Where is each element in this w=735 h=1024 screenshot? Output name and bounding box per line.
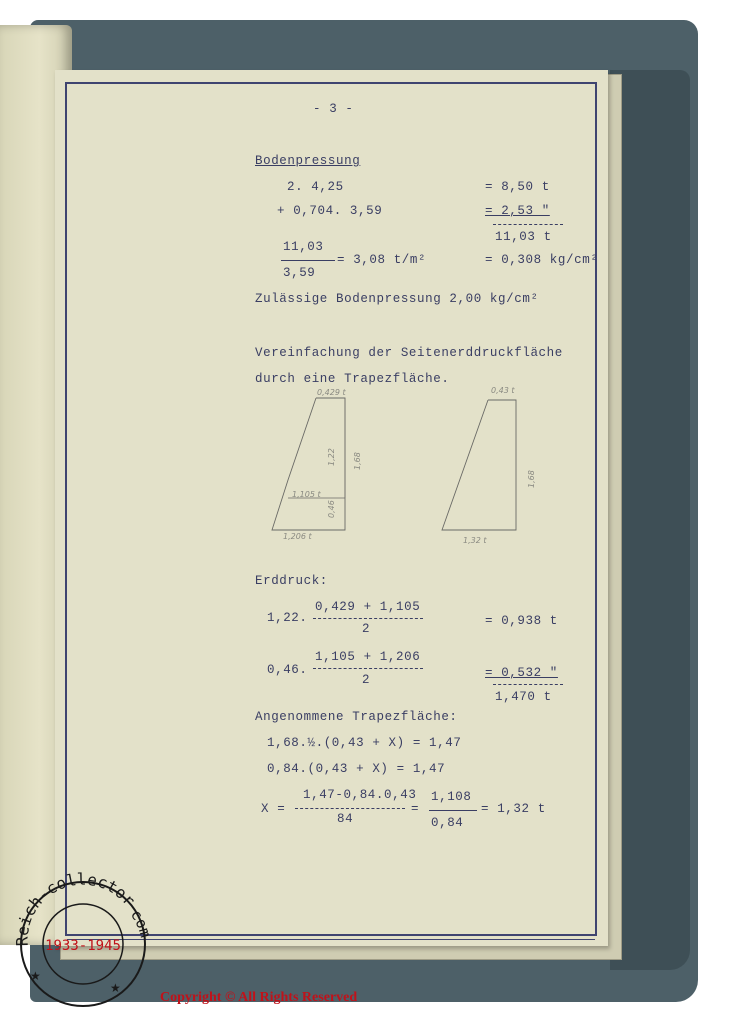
sketch-left-upper-side-label: 1,22	[327, 448, 336, 466]
folder-edge	[610, 70, 690, 970]
calc-line-2-left: + 0,704. 3,59	[277, 204, 383, 218]
watermark-stamp	[8, 864, 158, 1014]
stamp-side-text: com	[126, 906, 155, 940]
fraction-numerator: 11,03	[283, 240, 324, 254]
simplification-line-2: durch eine Trapezfläche.	[255, 372, 450, 386]
stamp-star-left-icon: ★	[30, 969, 41, 983]
erddruck-row2-denominator: 2	[362, 673, 371, 687]
heading-angenommene-trapezflaeche: Angenommene Trapezfläche:	[255, 710, 458, 724]
x-numerator: 1,47-0,84.0,43	[303, 788, 417, 802]
fraction-result: = 3,08 t/m²	[337, 253, 427, 267]
sketch-left-bottom-label: 1,206 t	[283, 532, 312, 541]
x-denominator: 84	[337, 812, 354, 826]
sketch-left-top-label: 0,429 t	[317, 388, 346, 397]
stamp-graphic	[8, 864, 158, 1014]
x2-fraction-bar	[429, 810, 477, 811]
stamp-star-right-icon: ★	[110, 981, 121, 995]
sketch-right-top-label: 0,43 t	[491, 386, 515, 395]
erddruck-row1-numerator: 0,429 + 1,105	[315, 600, 421, 614]
sum-rule	[493, 224, 563, 225]
erddruck-row2-numerator: 1,105 + 1,206	[315, 650, 421, 664]
heading-bodenpressung: Bodenpressung	[255, 154, 361, 168]
x-prefix: X =	[261, 802, 286, 816]
calc-sum: 11,03 t	[495, 230, 552, 244]
x2-numerator: 1,108	[431, 790, 472, 804]
sketch-left-trapezoid-svg	[270, 392, 360, 532]
erddruck-row1-denominator: 2	[362, 622, 371, 636]
simplification-line-1: Vereinfachung der Seitenerddruckfläche	[255, 346, 563, 360]
sketch-right-trapezoid-svg	[440, 396, 530, 536]
erddruck-row2-bar	[313, 668, 423, 669]
calc-line-1-left: 2. 4,25	[287, 180, 344, 194]
sketch-right-bottom-label: 1,32 t	[463, 536, 487, 545]
fraction-denominator: 3,59	[283, 266, 316, 280]
x2-denominator: 0,84	[431, 816, 464, 830]
erddruck-row2-prefix: 0,46.	[267, 663, 308, 677]
document-sheet	[55, 70, 608, 946]
allowed-pressure: Zulässige Bodenpressung 2,00 kg/cm²	[255, 292, 539, 306]
equation-2: 0,84.(0,43 + X) = 1,47	[267, 762, 446, 776]
x-result: = 1,32 t	[481, 802, 546, 816]
x-equals: =	[411, 802, 420, 816]
sketch-left-trapezoid	[270, 392, 360, 537]
sketch-right-trapezoid	[440, 396, 530, 541]
fraction-bar	[281, 260, 335, 261]
copyright-notice: Copyright © All Rights Reserved	[160, 990, 358, 1005]
calc-line-2-right: = 2,53 "	[485, 204, 550, 218]
erddruck-sum-rule	[493, 684, 563, 685]
result-kg-cm2: = 0,308 kg/cm²	[485, 253, 599, 267]
stamp-years: 1933-1945	[45, 938, 121, 954]
equation-1: 1,68.½.(0,43 + X) = 1,47	[267, 736, 462, 750]
sketch-left-lower-side-label: 0,46	[327, 500, 336, 518]
erddruck-row1-result: = 0,938 t	[485, 614, 558, 628]
erddruck-row1-bar	[313, 618, 423, 619]
erddruck-total: 1,470 t	[495, 690, 552, 704]
sketch-left-height-label: 1,68	[353, 452, 362, 470]
erddruck-row1-prefix: 1,22.	[267, 611, 308, 625]
erddruck-row2-result: = 0,532 "	[485, 666, 558, 680]
stamp-top-text: Reich-collector	[12, 869, 140, 947]
page-number: - 3 -	[313, 102, 354, 116]
x-fraction-bar	[295, 808, 405, 809]
heading-erddruck: Erddruck:	[255, 574, 328, 588]
calc-line-1-right: = 8,50 t	[485, 180, 550, 194]
sketch-right-height-label: 1,68	[527, 470, 536, 488]
sketch-left-mid-label: 1,105 t	[292, 490, 321, 499]
